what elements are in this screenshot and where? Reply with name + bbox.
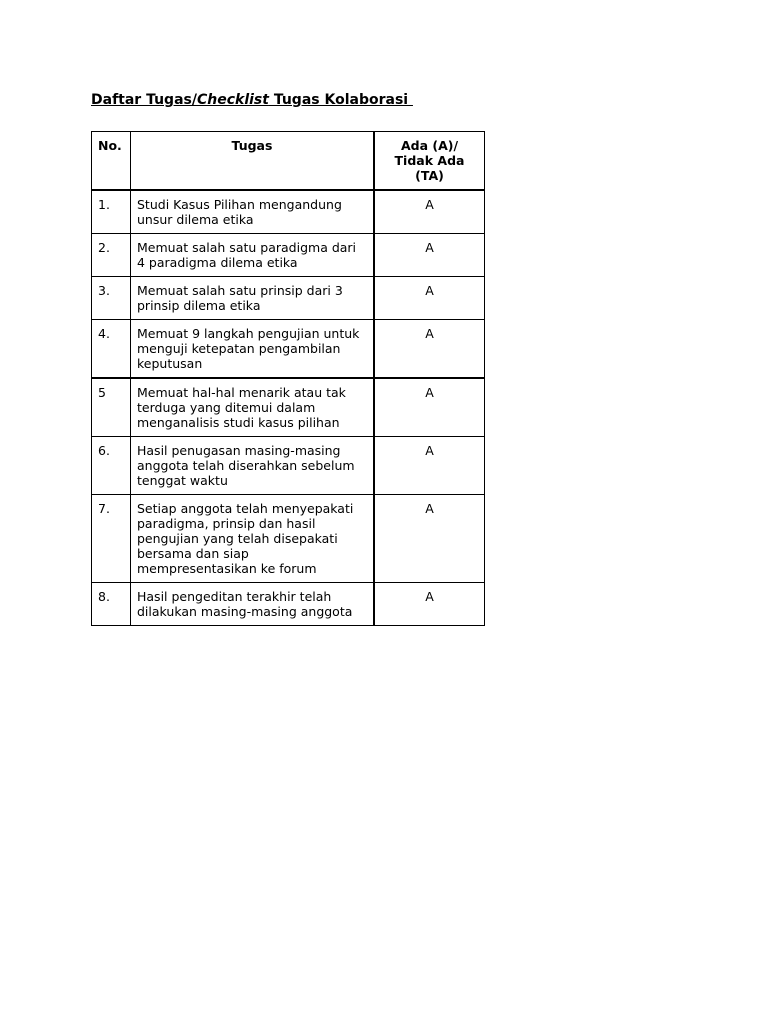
row-task: Hasil pengeditan terakhir telah dilakukan masing-masing anggota [131, 583, 375, 626]
row-status: A [374, 234, 485, 277]
table-row [92, 495, 485, 583]
title-suffix: Tugas Kolaborasi [268, 92, 413, 108]
row-status: A [374, 277, 485, 320]
row-task: Memuat salah satu prinsip dari 3 prinsip dilema etika [131, 277, 375, 320]
row-status: A [374, 378, 485, 437]
row-number: 2. [92, 234, 131, 277]
row-number: 8. [92, 583, 131, 626]
row-task: Hasil penugasan masing-masing anggota telah diserahkan sebelum tenggat waktu [131, 437, 375, 495]
row-status: A [374, 320, 485, 379]
row-task: Setiap anggota telah menyepakati paradigma, prinsip dan hasil pengujian yang telah disepakati bersama dan siap mempresentasikan ke forum [131, 495, 375, 583]
table-row [92, 190, 485, 234]
row-number: 4. [92, 320, 131, 379]
row-number: 1. [92, 190, 131, 234]
row-status: A [374, 495, 485, 583]
table-row [92, 234, 485, 277]
row-task: Memuat hal-hal menarik atau tak terduga yang ditemui dalam menganalisis studi kasus pilihan [131, 378, 375, 437]
title-prefix: Daftar Tugas/ [91, 92, 197, 108]
row-number: 7. [92, 495, 131, 583]
page-title [91, 92, 413, 108]
row-number: 3. [92, 277, 131, 320]
row-status: A [374, 437, 485, 495]
table-row [92, 320, 485, 379]
row-status: A [374, 583, 485, 626]
header-status: Ada (A)/ Tidak Ada (TA) [374, 132, 485, 191]
table-row [92, 437, 485, 495]
row-task: Memuat 9 langkah pengujian untuk menguji ketepatan pengambilan keputusan [131, 320, 375, 379]
row-task: Studi Kasus Pilihan mengandung unsur dilema etika [131, 190, 375, 234]
table-header-row [92, 132, 485, 191]
checklist-table [91, 131, 485, 626]
table-row [92, 277, 485, 320]
row-task: Memuat salah satu paradigma dari 4 paradigma dilema etika [131, 234, 375, 277]
row-number: 6. [92, 437, 131, 495]
row-status: A [374, 190, 485, 234]
header-task: Tugas [131, 132, 375, 191]
title-italic: Checklist [196, 92, 269, 108]
table-row [92, 378, 485, 437]
row-number: 5 [92, 378, 131, 437]
header-no: No. [92, 132, 131, 191]
table-row [92, 583, 485, 626]
